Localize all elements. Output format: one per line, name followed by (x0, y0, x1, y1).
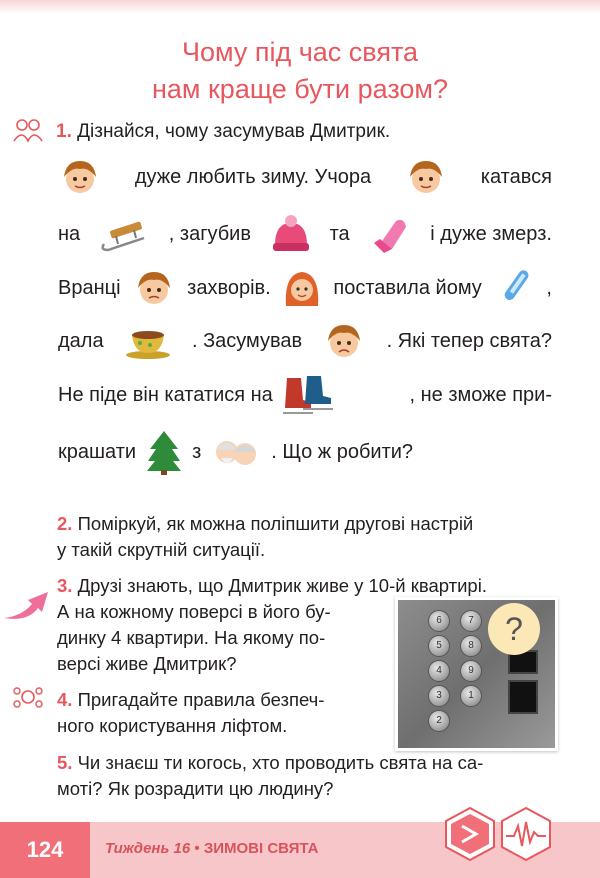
story-l5-a: Не піде він кататися на (58, 383, 273, 406)
story-line-6 (58, 427, 552, 477)
story-l1-b: катався (480, 165, 552, 188)
story-l1-a: дуже любить зиму. Учора (134, 165, 372, 188)
elevator-button: 6 (428, 610, 450, 632)
task-1 (56, 121, 390, 143)
christmas-tree-icon (146, 429, 182, 475)
task-3-line-3: динку 4 квартири. На якому по- (57, 627, 326, 648)
title-line-1: Чому під час свята (181, 37, 419, 67)
story-l6-a: крашати (58, 440, 137, 463)
winter-hat-icon (269, 213, 311, 255)
task-5 (57, 750, 483, 802)
thermometer-icon (493, 266, 535, 310)
task-5-line-2: моті? Як розрадити цю людину? (57, 778, 334, 799)
elevator-button: 3 (428, 685, 450, 707)
story-l3-b: захворів. (187, 276, 271, 299)
task-4-line-1: Пригадайте правила безпеч- (77, 689, 325, 710)
question-circle: ? (488, 603, 540, 655)
elevator-button: 2 (428, 710, 450, 732)
story-line-2 (58, 209, 552, 259)
boy-dmytryk-icon (132, 266, 176, 310)
story-l3-c: поставила йому (333, 276, 482, 299)
task-2 (57, 511, 473, 563)
footer-theme: ЗИМОВІ СВЯТА (203, 840, 319, 857)
story-l4-c: . Які тепер свята? (386, 329, 552, 352)
mitten-icon (368, 213, 412, 255)
task-3-line-1: Друзі знають, що Дмитрик живе у 10-й квартирі. (77, 575, 487, 596)
footer-dot: • (190, 840, 204, 857)
story-line-5 (58, 370, 552, 420)
story-l5-b: , не зможе при- (409, 383, 552, 406)
elevator-button: 9 (460, 660, 482, 682)
boy-dmytryk-icon (404, 155, 448, 199)
story-l3-d: , (546, 276, 552, 299)
sled-icon (98, 214, 150, 254)
task-2-number: 2. (57, 513, 73, 534)
elevator-button: 4 (428, 660, 450, 682)
task-2-line-2: у такій скрутній ситуації. (57, 539, 266, 560)
story-line-3 (58, 263, 552, 313)
story-l2-a: на (58, 222, 81, 245)
mother-icon (282, 266, 322, 310)
task-3-line-2: А на кожному поверсі в його бу- (57, 601, 331, 622)
tea-cup-icon (124, 321, 172, 361)
page-number: 124 (0, 822, 90, 878)
group-work-icon (12, 683, 44, 711)
story-l2-c: та (329, 222, 350, 245)
task-2-line-1: Поміркуй, як можна поліпшити другові настрій (77, 513, 474, 534)
elevator-button: 5 (428, 635, 450, 657)
elevator-button: 7 (460, 610, 482, 632)
task-4-line-2: ного користування ліфтом. (57, 715, 288, 736)
story-line-1 (58, 152, 552, 202)
task-1-number: 1. (56, 121, 72, 142)
ice-skates-icon (281, 372, 335, 418)
boy-dmytryk-icon (58, 155, 102, 199)
story-l4-a: дала (58, 329, 104, 352)
sad-boy-icon (322, 319, 366, 363)
grandparents-icon (211, 432, 261, 472)
task-5-number: 5. (57, 752, 73, 773)
footer-week: Тиждень 16 (105, 840, 191, 857)
story-l2-d: і дуже змерз. (430, 222, 552, 245)
task-3-number: 3. (57, 575, 73, 596)
floor-display (508, 680, 538, 714)
story-line-4 (58, 316, 552, 366)
story-l3-a: Вранці (58, 276, 121, 299)
footer-caption (105, 840, 318, 857)
page-title (0, 34, 600, 108)
task-4 (57, 687, 324, 739)
task-1-text: Дізнайся, чому засумував Дмитрик. (77, 121, 391, 142)
story-l6-b: з (192, 440, 202, 463)
story-l6-c: . Що ж робити? (271, 440, 414, 463)
task-5-line-1: Чи знаєш ти когось, хто проводить свята на са- (77, 752, 484, 773)
elevator-button: 1 (460, 685, 482, 707)
critical-thinking-icon (444, 806, 496, 862)
title-line-2: нам краще бути разом? (152, 74, 448, 104)
task-3-line-4: версі живе Дмитрик? (57, 653, 237, 674)
arrow-pointer-icon (2, 588, 56, 622)
heartbeat-icon (500, 806, 552, 862)
top-band (0, 0, 600, 14)
story-l4-b: . Засумував (191, 329, 303, 352)
story-l2-b: , загубив (168, 222, 251, 245)
elevator-button: 8 (460, 635, 482, 657)
task-4-number: 4. (57, 689, 73, 710)
pair-work-icon (12, 117, 44, 143)
